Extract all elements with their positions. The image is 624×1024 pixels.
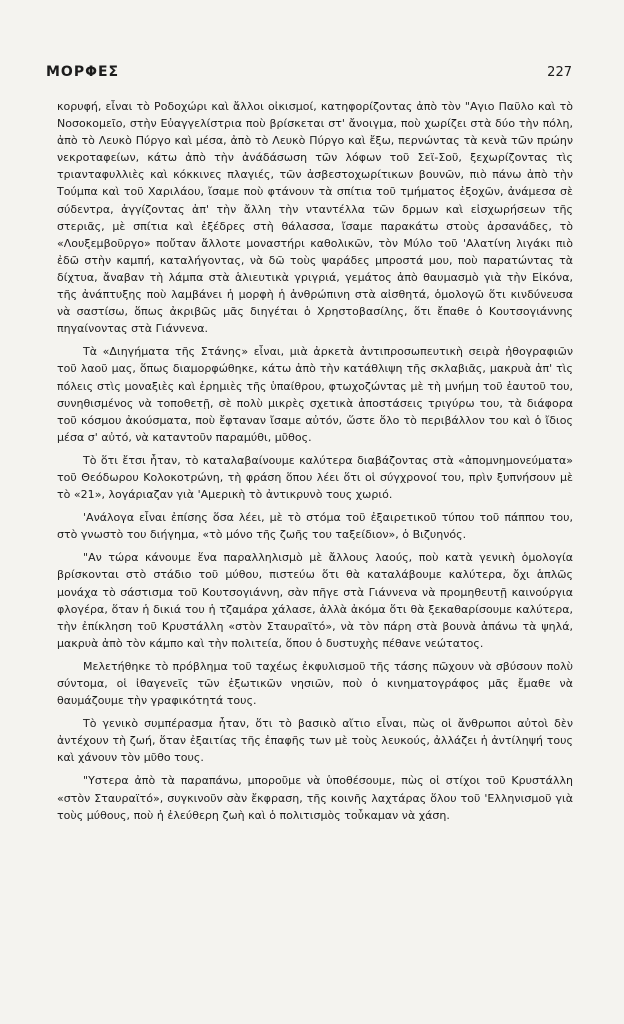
running-head bbox=[46, 64, 572, 80]
paragraph: Τὰ «Διηγήματα τῆς Στάνης» εἶναι, μιὰ ἀρκετὰ ἀντιπροσωπευτικὴ σειρὰ ἠθογραφιῶν τοῦ λαοῦ μας, ὅπως διαμορφώθηκε, κάτω ἀπὸ τὴν κατάθλιψη τῆς σκλαβιᾶς, μακρυὰ ἀπ' τὶς πόλεις στὶς μοναξιὲς καὶ ἐρημιὲς τῆς ὑπαίθρου, φτωχοζώντας μὲ τὴ μνήμη τοῦ ἑαυτοῦ του, συνηθισμένος νὰ τοποθετῇ, σὲ πολὺ μικρὲς σχετικὰ ἀποστάσεις τριγύρω του, τὰ διάφορα τοῦ κόσμου ἀκούσματα, ποὺ ἔφταναν ἴσαμε αὐτόν, ὥστε ὅλο τὸ περιβάλλον του καὶ ὁ ἴδιος μέσα σ' αὐτό, νὰ καταντοῦν παραμύθι, μῦθος. bbox=[57, 345, 573, 444]
paragraph: Τὸ γενικὸ συμπέρασμα ἦταν, ὅτι τὸ βασικὸ αἴτιο εἶναι, πὼς οἱ ἄνθρωποι αὐτοὶ δὲν ἀντέχουν τὴ ζωή, ὅταν ἐξαιτίας τῆς ἐπαφῆς των μὲ τοὺς λευκούς, ἀλλάζει ἡ ἀντίληψή τους καὶ χάνουν τὸν μῦθο τους. bbox=[57, 717, 573, 765]
paragraph: Μελετήθηκε τὸ πρόβλημα τοῦ ταχέως ἐκφυλισμοῦ τῆς τάσης πῶχουν νὰ σβύσουν πολὺ σύντομα, οἱ ἰθαγενεῖς τῶν ἐξωτικῶν νησιῶν, ποὺ ὁ κινηματογράφος μᾶς ἔμαθε νὰ θαυμάζουμε τὴν γραφικότητά τους. bbox=[57, 659, 573, 708]
journal-title: ΜΟΡΦΕΣ bbox=[46, 64, 120, 80]
paragraph: 'Ανάλογα εἶναι ἐπίσης ὅσα λέει, μὲ τὸ στόμα τοῦ ἐξαιρετικοῦ τύπου τοῦ πάππου του, στὸ γνωστὸ του διήγημα, «τὸ μόνο τῆς ζωῆς του ταξείδιον», ὁ Βιζυηνός. bbox=[57, 511, 573, 542]
page-number: 227 bbox=[547, 65, 572, 80]
paragraph: Τὸ ὅτι ἔτσι ἦταν, τὸ καταλαβαίνουμε καλύτερα διαβάζοντας στὰ «ἀπομνημονεύματα» τοῦ Θεόδωρου Κολοκοτρώνη, τὴ φράση ὅπου λέει ὅτι οἱ σύγχρονοί του, πρὶν ξυπνήσουν μὲ τὸ «21», λογάριαζαν γιὰ 'Αμερικὴ τὸ ἀντικρυνὸ τους χωριό. bbox=[57, 453, 573, 502]
body-text bbox=[57, 98, 573, 830]
paragraph: "Υστερα ἀπὸ τὰ παραπάνω, μποροῦμε νὰ ὑποθέσουμε, πὼς οἱ στίχοι τοῦ Κρυστάλλη «στὸν Σταυραϊτό», συγκινοῦν σὰν ἔκφραση, τῆς κοινῆς λαχτάρας ὅλου τοῦ 'Ελληνισμοῦ γιὰ τοὺς μύθους, ποὺ ἡ ἐλεύθερη ζωὴ καὶ ὁ πολιτισμὸς τοὖκαμαν νὰ χάση. bbox=[57, 774, 573, 822]
paragraph-continuation: κορυφή, εἶναι τὸ Ροδοχώρι καὶ ἄλλοι οἰκισμοί, κατηφορίζοντας ἀπὸ τὸν "Αγιο Παῦλο καὶ τὸ Νοσοκομεῖο, στὴν Εὐαγγελίστρια ποὺ βρίσκεται στ' ἄνοιγμα, ποὺ χωρίζει στὰ δύο τὴν πόλη, ἀπὸ τὸ Λευκὸ Πύργο καὶ μέσα, ἀπὸ τὸ Λευκὸ Πύργο καὶ ἔξω, περνώντας τὰ κενὰ τῶν πρώην νεκροταφείων, κάτω ἀπὸ τὴν ἀνάδάσωση τῶν λόφων τοῦ Σεϊ-Σοῦ, ξεχωρίζοντας τὶς τριανταφυλλιὲς καὶ κόκκινες πλαγιές, τῶν ἀσβεστοχωρίτικων βουνῶν, πιὸ πάνω ἀπὸ τὴν Τούμπα καὶ τοῦ Χαριλάου, ἴσαμε ποὺ φτάνουν τὰ σπίτια τοῦ τμήματος ἐξοχῶν, ἀνάμεσα σὲ σύδεντρα, ἀγγίζοντας ἀπ' τὴν ἄλλη τὴν νταντέλλα τῶν δρμων καὶ εἰσχωρήσεων τῆς στεριᾶς, μὲ σπίτια καὶ ἐξέδρες στὴ θάλασσα, ἴσαμε παρακάτω στοὺς ἀρσανάδες, τὸ «Λουξεμβοῦργο» ποὔταν ἄλλοτε μοναστήρι καθολικῶν, τὸν Μύλο τοῦ 'Αλατίνη λιγάκι πιὸ ἐδῶ στὴν καμπή, καταλήγοντας, νὰ δῶ τοὺς ψαράδες μπροστά μου, ποὺ παρατώντας τὰ δίχτυα, ἄναβαν τὴ λάμπα στὰ ἁλιευτικὰ γριγριά, γεμάτος ἀπὸ θαυμασμὸ γιὰ τὴν Εἰκόνα, τῆς ἀνάπτυξης ποὺ λαμβάνει ἡ μορφὴ ἡ ἀνθρώπινη στὰ αἰσθητά, ὁμολογῶ ὅτι κινδύνευσα νὰ σαστίσω, ὅπως ἀκριβῶς μᾶς διηγέται ὁ Χρηστοβασίλης, ὅτι ἔπαθε ὁ Κουτσογιάννης πηγαίνοντας στὰ Γιάννενα. bbox=[57, 100, 573, 336]
paragraph: "Αν τώρα κάνουμε ἕνα παραλληλισμὸ μὲ ἄλλους λαούς, ποὺ κατὰ γενικὴ ὁμολογία βρίσκονται στὸ στάδιο τοῦ μύθου, πιστεύω ὅτι θὰ καταλάβουμε καλύτερα, ὄχι ἁπλῶς μονάχα τὸ σάστισμα τοῦ Κουτσογιάννη, σὰν πῆγε στὰ Γιάννενα νὰ προμηθευτῇ καινούργια φλογέρα, ὅταν ἡ δικιά του ἡ τζαμάρα χάλασε, ἀλλὰ ἀκόμα ὅτι θὰ ξεκαθαρίσουμε καλύτερα, τὴν ἐπίκληση τοῦ Κρυστάλλη «στὸν Σταυραϊτό», νὰ τὸν πάρη στὰ βουνὰ ἀπάνω τὰ ψηλά, μακρυὰ ἀπὸ τὸν κάμπο καὶ τὴν πολιτεία, ὅπου ὁ δυστυχὴς πέθανε νεώτατος. bbox=[57, 551, 573, 650]
